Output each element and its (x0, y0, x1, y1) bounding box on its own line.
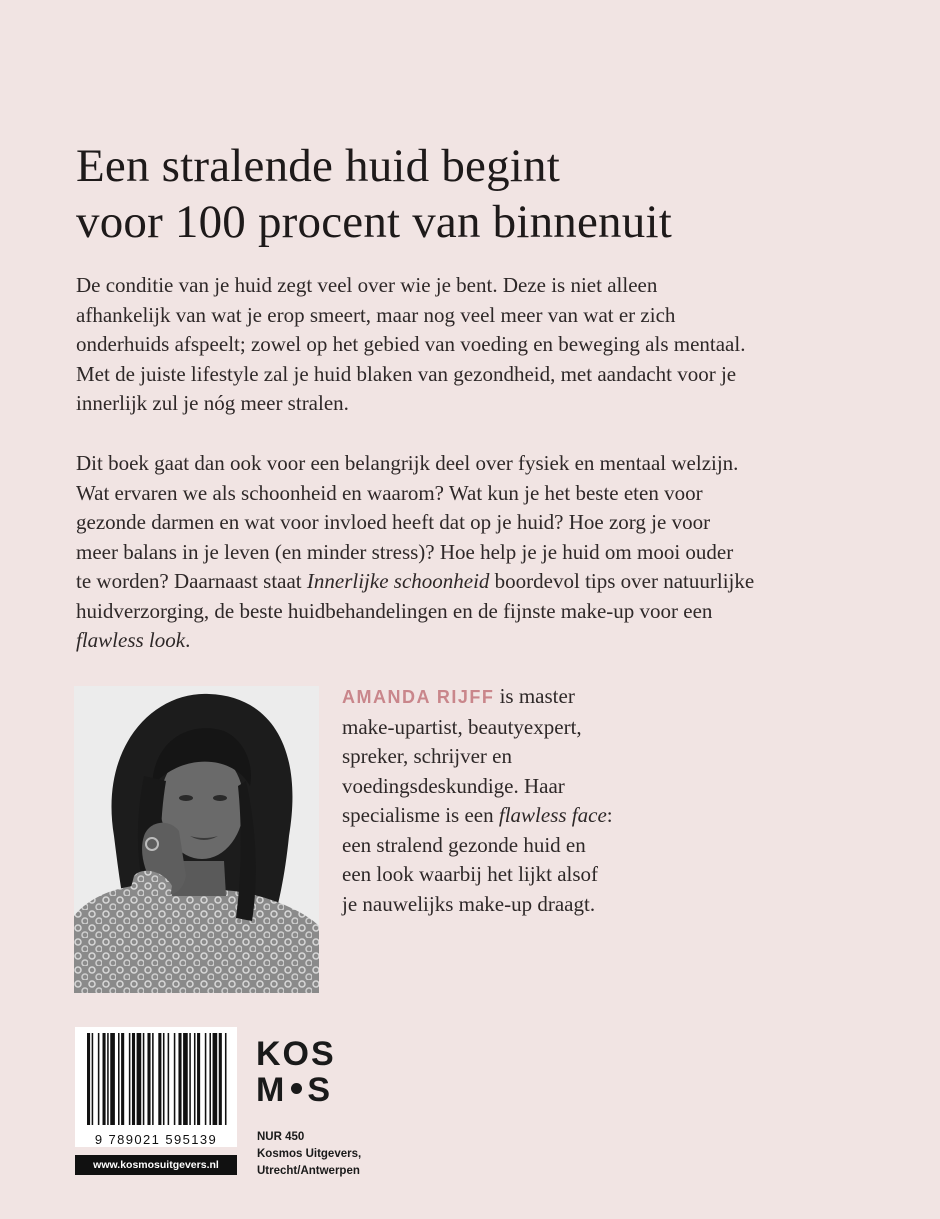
barcode-bar (110, 1033, 115, 1125)
body-line: Dit boek gaat dan ook voor een belangrijk deel over fysiek en mentaal welzijn. (76, 451, 739, 475)
body-text: boordevol tips over natuurlijke (489, 569, 755, 593)
headline (76, 138, 896, 250)
barcode-bar (98, 1033, 100, 1125)
bio-line: spreker, schrijver en (342, 744, 512, 768)
publisher-location: Utrecht/Antwerpen (257, 1165, 360, 1177)
barcode-bar (118, 1033, 120, 1125)
barcode-bar (147, 1033, 150, 1125)
intro-line: onderhuids afspeelt; zowel op het gebied van voeding en beweging als mentaal. (76, 332, 746, 356)
barcode-bar (129, 1033, 131, 1125)
barcode-bar (209, 1033, 211, 1125)
bio-text: specialisme is een (342, 803, 499, 827)
barcode-bar (183, 1033, 188, 1125)
logo-dot-icon (291, 1083, 302, 1094)
body-line: gezonde darmen en wat voor invloed heeft dat op je huid? Hoe zorg je voor (76, 510, 711, 534)
logo-letter: M (256, 1071, 287, 1109)
bio-line: een stralend gezonde huid en (342, 832, 586, 857)
publisher-name: Kosmos Uitgevers, (257, 1148, 362, 1160)
intro-paragraph (76, 271, 896, 419)
barcode-bar (143, 1033, 145, 1125)
barcode-bar (219, 1033, 222, 1125)
intro-line: innerlijk zul je nóg meer stralen. (76, 391, 349, 415)
logo-letter: S (307, 1071, 333, 1109)
barcode (75, 1027, 237, 1147)
barcode-bar (163, 1033, 165, 1125)
publisher-info (257, 1129, 457, 1180)
barcode-bar (158, 1033, 161, 1125)
bio-text: : (606, 803, 613, 827)
bio-text: is master (494, 684, 575, 708)
body-line: huidverzorging, de beste huidbehandelingen en de fijnste make-up voor een (76, 598, 713, 623)
headline-line-1: Een stralende huid begint (76, 140, 560, 192)
bio-line (342, 682, 682, 713)
barcode-bar (197, 1033, 200, 1125)
author-portrait-illustration (74, 686, 319, 993)
body-line (76, 567, 896, 597)
barcode-bar (189, 1033, 191, 1125)
body-line: Wat ervaren we als schoonheid en waarom? Wat kun je het beste eten voor (76, 480, 703, 505)
barcode-bar (178, 1033, 181, 1125)
barcode-bar (107, 1033, 109, 1125)
publisher-logo (256, 1036, 346, 1108)
isbn-number: 9 789021 595139 (94, 1132, 218, 1147)
author-photo (74, 686, 319, 993)
publisher-website: www.kosmosuitgevers.nl (75, 1155, 237, 1175)
author-name: AMANDA RIJFF (342, 687, 495, 707)
barcode-bar (225, 1033, 227, 1125)
barcode-bar (213, 1033, 218, 1125)
body-emphasis: flawless look (76, 628, 186, 652)
barcode-bars (75, 1027, 237, 1131)
barcode-bar (194, 1033, 196, 1125)
barcode-bar (174, 1033, 176, 1125)
logo-bottom (256, 1072, 346, 1108)
bio-line: een look waarbij het lijkt alsof (342, 862, 599, 886)
body-text: te worden? Daarnaast staat (76, 569, 307, 593)
author-bio (342, 682, 682, 919)
body-line: meer balans in je leven (en minder stress)? Hoe help je je huid om mooi ouder (76, 539, 734, 564)
body-text: . (185, 628, 191, 652)
headline-line-2: voor 100 procent van binnenuit (76, 196, 672, 248)
book-title: Innerlijke schoonheid (306, 569, 490, 593)
barcode-bar (121, 1033, 124, 1125)
intro-line: Met de juiste lifestyle zal je huid blaken van gezondheid, met aandacht voor je (76, 361, 737, 386)
barcode-bar (152, 1033, 154, 1125)
barcode-bar (137, 1033, 142, 1125)
intro-line: De conditie van je huid zegt veel over wie je bent. Deze is niet alleen (76, 273, 658, 297)
nur-code: NUR 450 (257, 1131, 305, 1143)
body-paragraph (76, 449, 896, 656)
bio-line: voedingsdeskundige. Haar (342, 773, 565, 798)
barcode-bar (132, 1033, 135, 1125)
bio-emphasis: flawless face (498, 803, 607, 827)
logo-top: KOS (256, 1035, 336, 1073)
barcode-bar (92, 1033, 94, 1125)
intro-line: afhankelijk van wat je erop smeert, maar nog veel meer van wat er zich (76, 302, 676, 327)
barcode-bar (168, 1033, 170, 1125)
body-line (76, 626, 896, 656)
bio-line (342, 801, 682, 831)
bio-line: make-upartist, beautyexpert, (342, 714, 582, 739)
bio-line: je nauwelijks make-up draagt. (342, 891, 596, 916)
barcode-bar (205, 1033, 207, 1125)
barcode-bar (87, 1033, 90, 1125)
barcode-bar (103, 1033, 106, 1125)
